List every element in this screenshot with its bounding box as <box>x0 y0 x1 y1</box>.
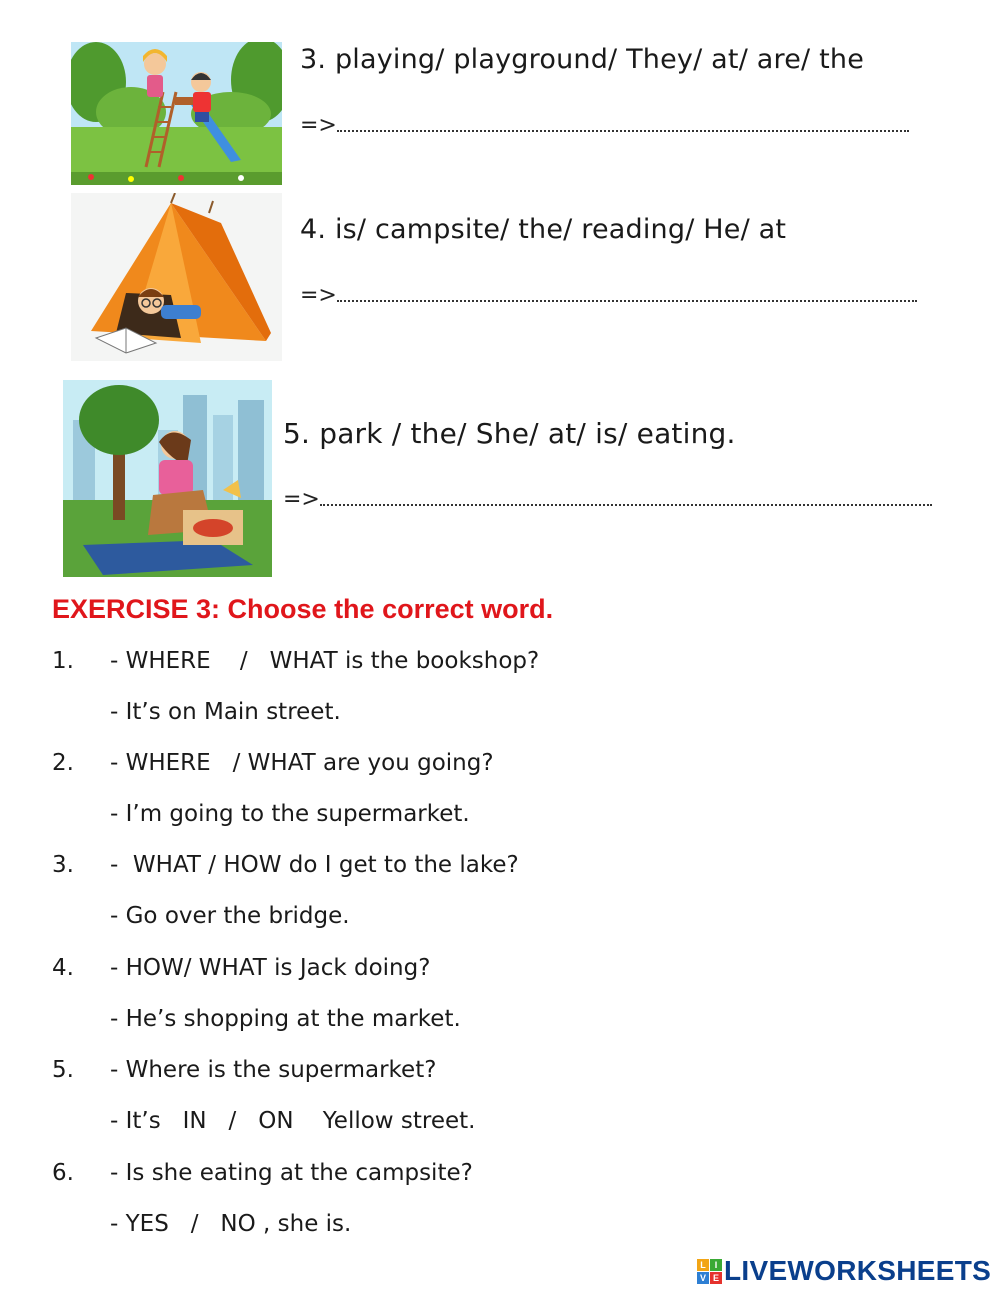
exercise2-item5-prompt: 5. park / the/ She/ at/ is/ eating. <box>283 417 736 450</box>
question-4-answer: - He’s shopping at the market. <box>110 1006 461 1032</box>
question-3-number: 3. <box>52 852 74 878</box>
question-5-text: - Where is the supermarket? <box>110 1057 437 1083</box>
answer-input-3[interactable] <box>337 110 909 132</box>
exercise2-item3-prompt: 3. playing/ playground/ They/ at/ are/ the <box>300 44 865 75</box>
answer-input-4[interactable] <box>337 280 917 302</box>
answer-arrow: => <box>300 113 337 138</box>
question-4-text[interactable]: - HOW/ WHAT is Jack doing? <box>110 955 431 981</box>
playground-picture <box>71 42 282 185</box>
question-1-text[interactable]: - WHERE / WHAT is the bookshop? <box>110 648 540 674</box>
exercise2-item4-answer <box>300 280 917 308</box>
exercise3-heading: EXERCISE 3: Choose the correct word. <box>52 594 554 624</box>
answer-arrow: => <box>283 487 320 512</box>
question-3-answer: - Go over the bridge. <box>110 903 350 929</box>
question-6-number: 6. <box>52 1160 74 1186</box>
question-2-answer: - I’m going to the supermarket. <box>110 801 470 827</box>
question-3-text[interactable]: - WHAT / HOW do I get to the lake? <box>110 852 519 878</box>
question-2-number: 2. <box>52 750 74 776</box>
logo-text: LIVEWORKSHEETS <box>724 1255 992 1286</box>
park-picnic-picture <box>63 380 272 577</box>
answer-input-5[interactable] <box>320 484 932 506</box>
question-1-number: 1. <box>52 648 74 674</box>
question-1-answer: - It’s on Main street. <box>110 699 341 725</box>
question-6-answer[interactable]: - YES / NO , she is. <box>110 1211 352 1237</box>
logo-icon <box>697 1259 722 1284</box>
question-5-answer[interactable]: - It’s IN / ON Yellow street. <box>110 1108 476 1134</box>
question-4-number: 4. <box>52 955 74 981</box>
question-6-text: - Is she eating at the campsite? <box>110 1160 473 1186</box>
logo-block-v: V <box>697 1272 709 1284</box>
liveworksheets-logo <box>697 1255 991 1287</box>
question-5-number: 5. <box>52 1057 74 1083</box>
answer-arrow: => <box>300 283 337 308</box>
campsite-tent-picture <box>71 193 282 361</box>
logo-block-i: I <box>710 1259 722 1271</box>
logo-block-l: L <box>697 1259 709 1271</box>
exercise2-item4-prompt: 4. is/ campsite/ the/ reading/ He/ at <box>300 214 787 245</box>
logo-block-e: E <box>710 1272 722 1284</box>
exercise2-item5-answer <box>283 484 932 512</box>
question-2-text[interactable]: - WHERE / WHAT are you going? <box>110 750 494 776</box>
exercise2-item3-answer <box>300 110 909 138</box>
